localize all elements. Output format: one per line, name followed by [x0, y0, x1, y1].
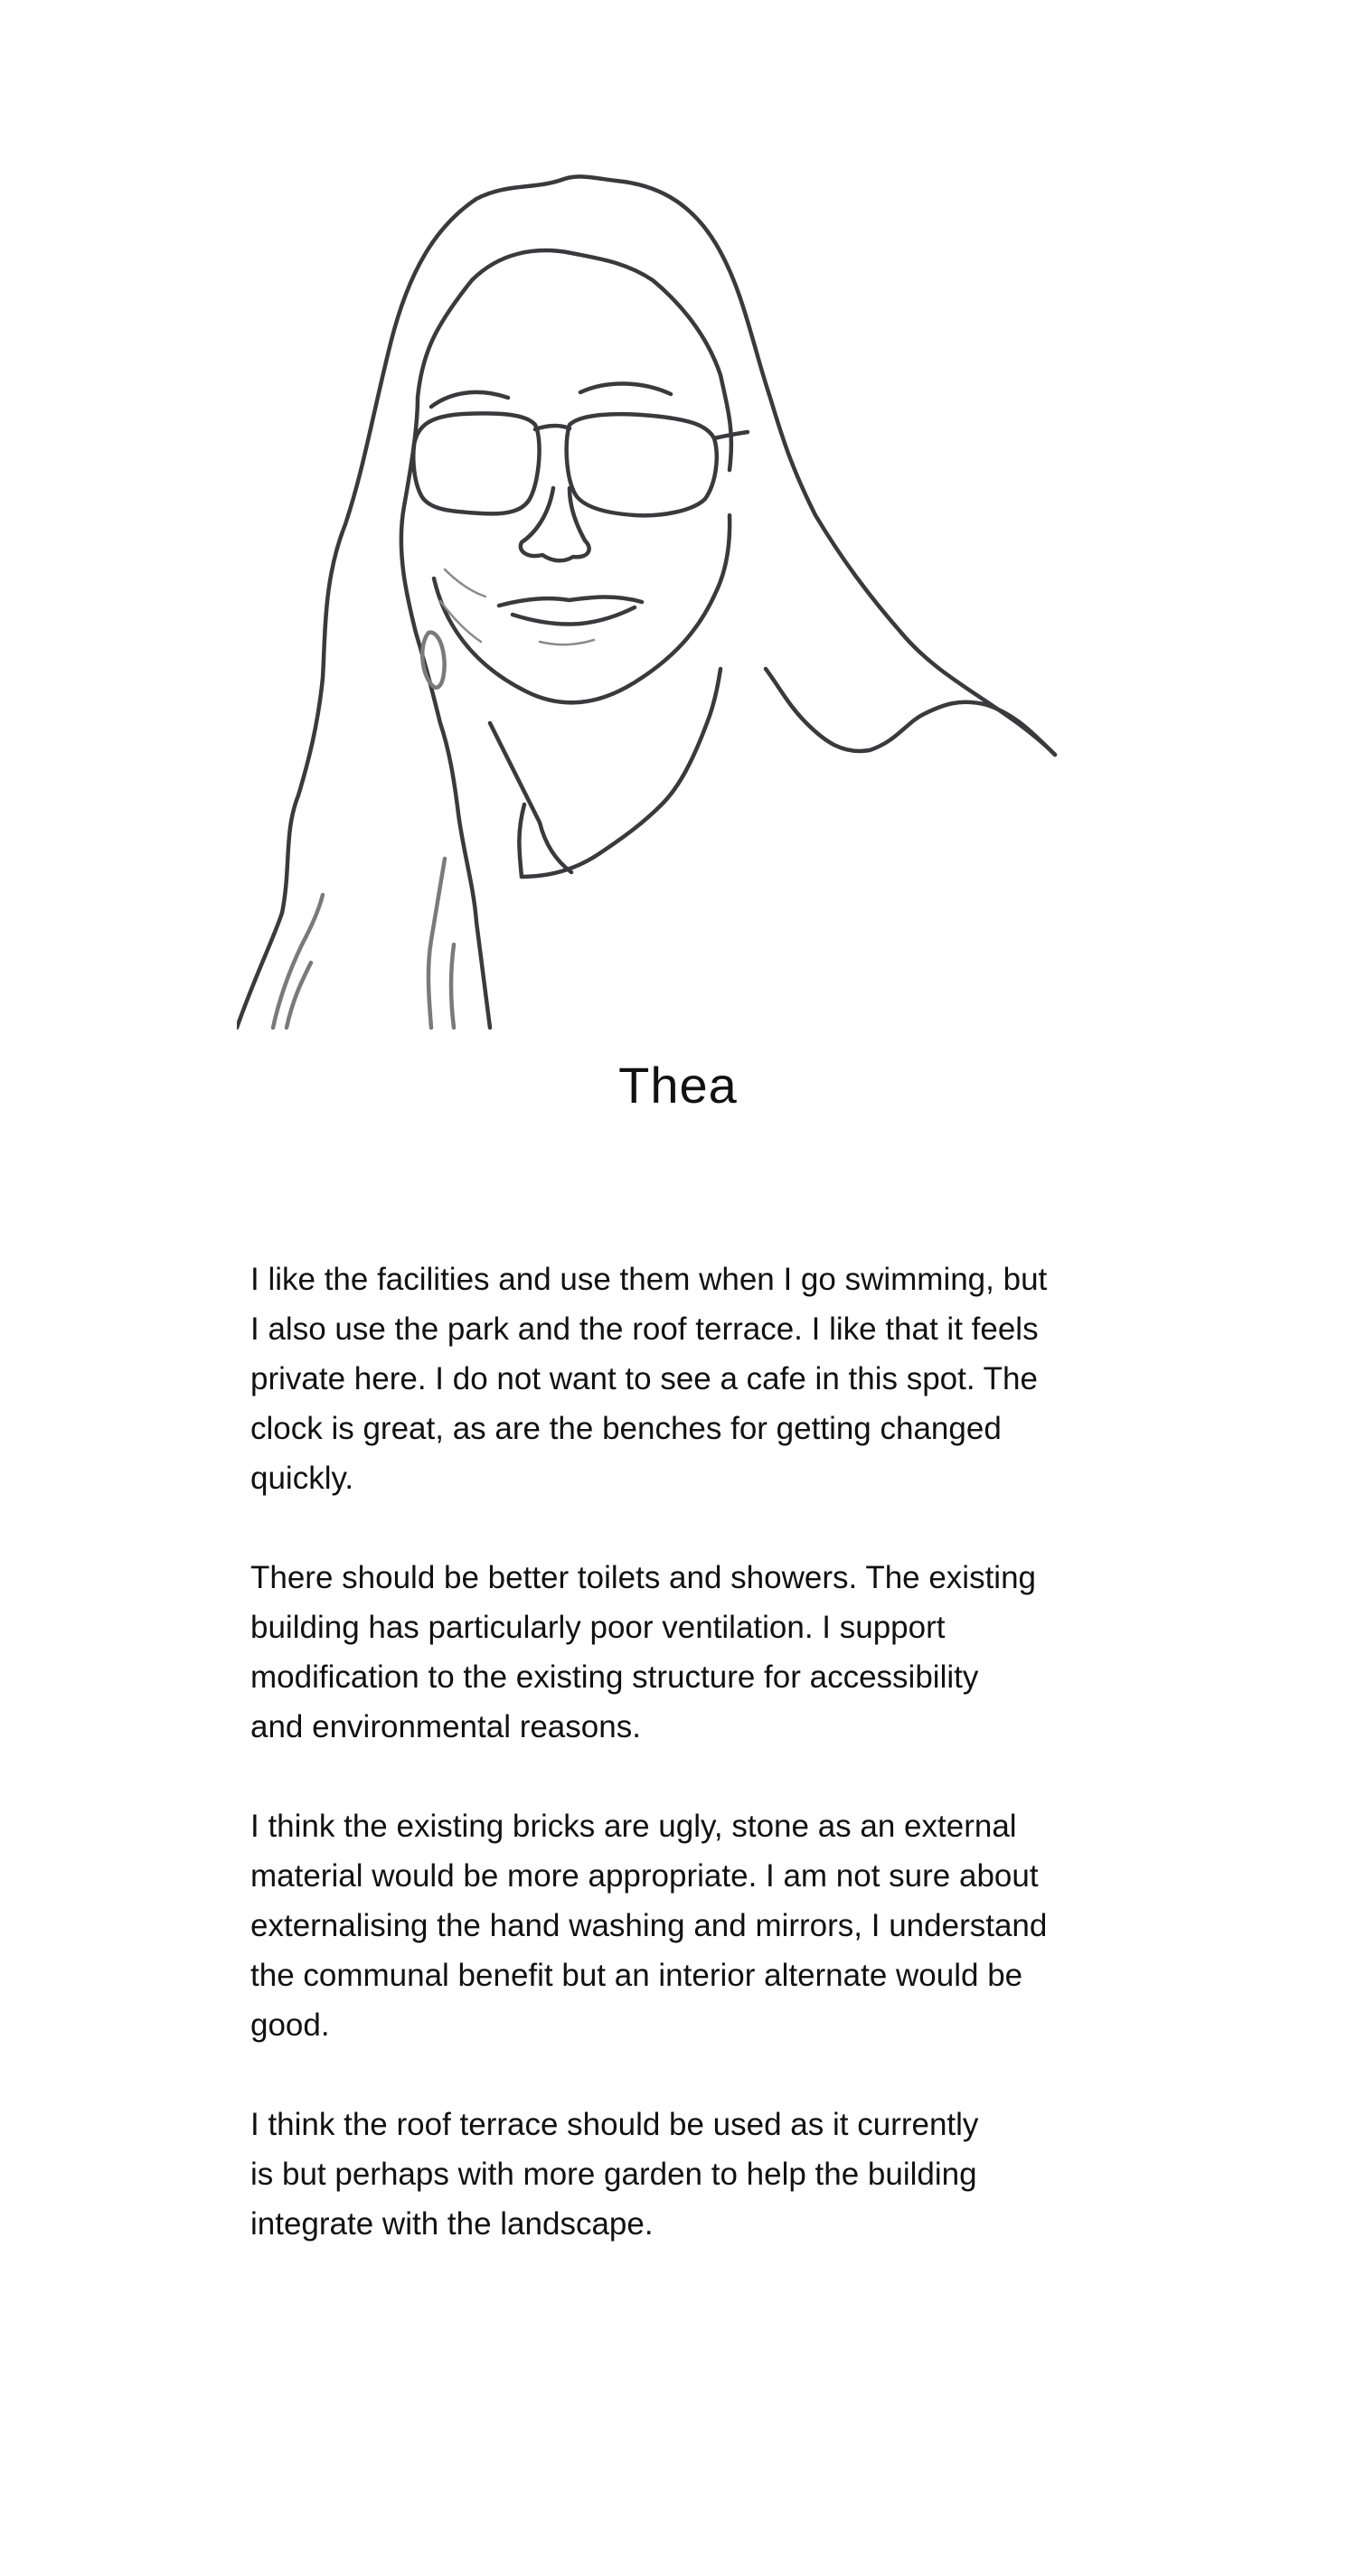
portrait-line-art	[237, 127, 1141, 1030]
mouth-upper	[499, 597, 642, 606]
person-name: Thea	[618, 1057, 738, 1114]
portrait-drawing	[237, 127, 1141, 1030]
hair-strand-3	[428, 859, 445, 1028]
hair-outline-left	[237, 176, 1055, 1028]
mouth-lower	[513, 607, 635, 625]
face-jaw	[434, 515, 730, 702]
eyebrow-right	[580, 383, 671, 394]
cheek-left	[445, 569, 485, 597]
glasses-left-lens	[413, 413, 539, 513]
glasses-right-lens	[567, 414, 717, 515]
testimonial-text	[250, 1255, 1136, 2299]
hair-outline-right	[766, 669, 1055, 755]
hair-inner-left	[401, 250, 731, 1028]
eyebrow-left	[431, 392, 508, 407]
collar	[519, 804, 524, 877]
paragraph: I think the roof terrace should be used as it currently is but perhaps with more garden to help the building integrate with the landscape.	[250, 2107, 979, 2242]
paragraph: I like the facilities and use them when I go swimming, but I also use the park and the roof terrace. I like that it feels private here. I do not want to see a cafe in this spot. The clock is great, as are the benches for getting changed quickly.	[250, 1262, 1048, 1496]
glasses-bridge	[535, 426, 570, 429]
neck-left	[490, 723, 571, 872]
paragraph: There should be better toilets and showers. The existing building has particularly poor ventilation. I support modification to the existing structure for accessibility and environmental reasons.	[250, 1560, 1037, 1744]
paragraph: I think the existing bricks are ugly, stone as an external material would be more appropriate. I am not sure about externalising the hand washing and mirrors, I understand the communal benefit but an interior alternate would be good.	[250, 1809, 1048, 2043]
hair-strand-4	[451, 945, 454, 1028]
chin-line	[540, 640, 594, 644]
